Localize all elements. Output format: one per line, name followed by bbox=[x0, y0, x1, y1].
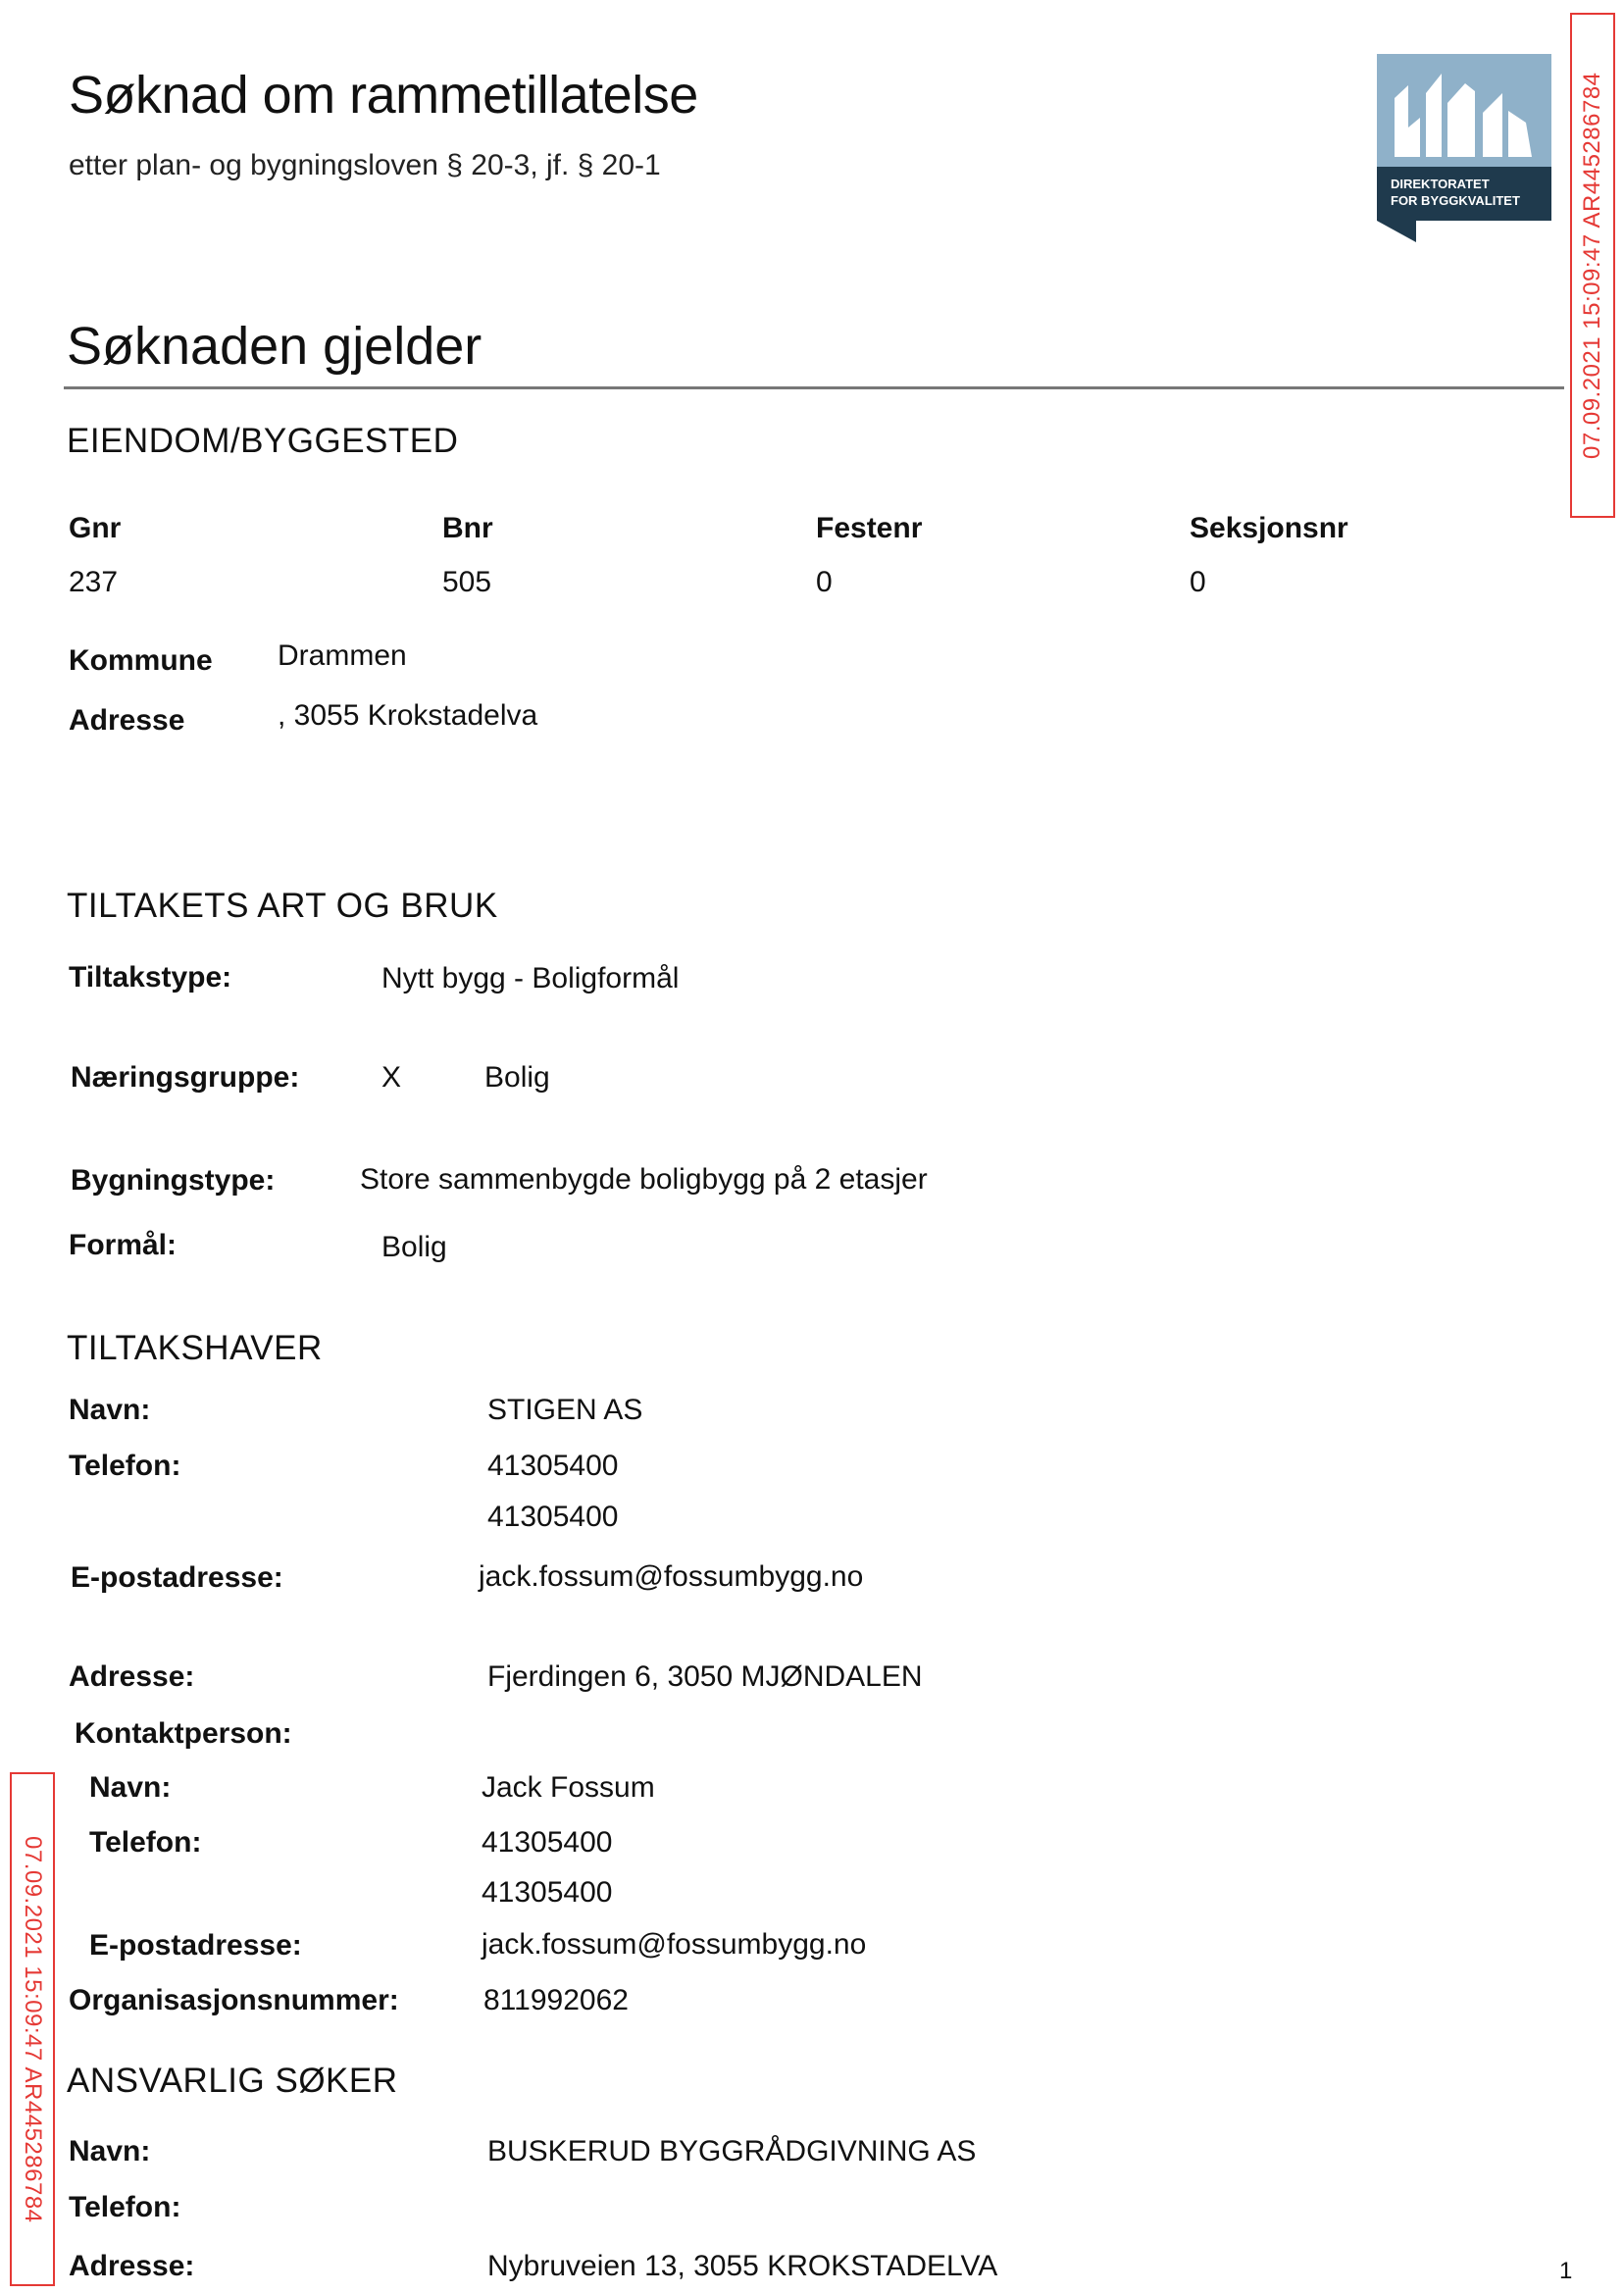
adresse-label: Adresse bbox=[69, 704, 185, 737]
eiendom-heading: EIENDOM/BYGGESTED bbox=[67, 422, 459, 460]
tiltakshaver-telefon-2: 41305400 bbox=[487, 1501, 619, 1533]
kontakt-epost-label: E-postadresse: bbox=[89, 1929, 302, 1962]
soker-adresse-label: Adresse: bbox=[69, 2250, 195, 2282]
naeringsgruppe-code: X bbox=[381, 1061, 402, 1094]
building-logo-icon bbox=[1377, 54, 1551, 242]
bnr-value: 505 bbox=[442, 566, 492, 598]
festenr-label: Festenr bbox=[816, 512, 923, 544]
orgnr-value: 811992062 bbox=[483, 1984, 629, 2016]
gnr-label: Gnr bbox=[69, 512, 122, 544]
registration-stamp-top bbox=[1570, 13, 1615, 518]
section-title: Søknaden gjelder bbox=[67, 317, 482, 376]
kommune-value: Drammen bbox=[278, 639, 407, 672]
tiltakshaver-telefon-label: Telefon: bbox=[69, 1450, 181, 1482]
kontakt-telefon-1: 41305400 bbox=[482, 1826, 613, 1859]
soker-heading: ANSVARLIG SØKER bbox=[67, 2062, 398, 2100]
kommune-label: Kommune bbox=[69, 644, 213, 677]
tiltakshaver-navn-label: Navn: bbox=[69, 1394, 151, 1426]
tiltakshaver-adresse-label: Adresse: bbox=[69, 1660, 195, 1693]
tiltakshaver-telefon-1: 41305400 bbox=[487, 1450, 619, 1482]
kontaktperson-label: Kontaktperson: bbox=[75, 1717, 292, 1750]
stamp-text: 07.09.2021 15:09:47 AR445286784 bbox=[20, 1835, 46, 2223]
tiltakstype-value: Nytt bygg - Boligformål bbox=[381, 962, 680, 994]
kontakt-navn-value: Jack Fossum bbox=[482, 1771, 655, 1804]
orgnr-label: Organisasjonsnummer: bbox=[69, 1984, 399, 2016]
section-divider bbox=[64, 386, 1564, 389]
document-title: Søknad om rammetillatelse bbox=[69, 66, 698, 125]
gnr-value: 237 bbox=[69, 566, 119, 598]
tiltakstype-label: Tiltakstype: bbox=[69, 961, 232, 994]
seksjonsnr-label: Seksjonsnr bbox=[1190, 512, 1348, 544]
stamp-text: 07.09.2021 15:09:47 AR445286784 bbox=[1579, 72, 1605, 459]
kontakt-telefon-2: 41305400 bbox=[482, 1876, 613, 1909]
document-subtitle: etter plan- og bygningsloven § 20-3, jf. § 20-1 bbox=[69, 149, 661, 181]
tiltakshaver-heading: TILTAKSHAVER bbox=[67, 1329, 323, 1367]
tiltak-heading: TILTAKETS ART OG BRUK bbox=[67, 887, 498, 925]
formal-value: Bolig bbox=[381, 1231, 447, 1263]
tiltakshaver-epost-label: E-postadresse: bbox=[71, 1561, 283, 1594]
dibk-logo bbox=[1377, 54, 1551, 242]
kontakt-telefon-label: Telefon: bbox=[89, 1826, 202, 1859]
kontakt-navn-label: Navn: bbox=[89, 1771, 172, 1804]
tiltakshaver-adresse-value: Fjerdingen 6, 3050 MJØNDALEN bbox=[487, 1660, 923, 1693]
seksjonsnr-value: 0 bbox=[1190, 566, 1206, 598]
bygningstype-value: Store sammenbygde boligbygg på 2 etasjer bbox=[360, 1163, 928, 1196]
soker-telefon-label: Telefon: bbox=[69, 2191, 181, 2223]
logo-text-1: DIREKTORATET bbox=[1391, 177, 1490, 191]
soker-navn-value: BUSKERUD BYGGRÅDGIVNING AS bbox=[487, 2135, 977, 2167]
kontakt-epost-value: jack.fossum@fossumbygg.no bbox=[482, 1928, 867, 1961]
soker-adresse-value: Nybruveien 13, 3055 KROKSTADELVA bbox=[487, 2250, 998, 2282]
tiltakshaver-epost-value: jack.fossum@fossumbygg.no bbox=[479, 1560, 864, 1593]
tiltakshaver-navn-value: STIGEN AS bbox=[487, 1394, 643, 1426]
naeringsgruppe-label: Næringsgruppe: bbox=[71, 1061, 300, 1094]
festenr-value: 0 bbox=[816, 566, 833, 598]
naeringsgruppe-value: Bolig bbox=[484, 1061, 550, 1094]
bygningstype-label: Bygningstype: bbox=[71, 1164, 276, 1197]
bnr-label: Bnr bbox=[442, 512, 493, 544]
registration-stamp-left bbox=[10, 1772, 55, 2286]
formal-label: Formål: bbox=[69, 1229, 178, 1261]
soker-navn-label: Navn: bbox=[69, 2135, 151, 2167]
adresse-value: , 3055 Krokstadelva bbox=[278, 699, 538, 732]
logo-text-2: FOR BYGGKVALITET bbox=[1391, 193, 1520, 208]
page-number: 1 bbox=[1559, 2258, 1573, 2284]
